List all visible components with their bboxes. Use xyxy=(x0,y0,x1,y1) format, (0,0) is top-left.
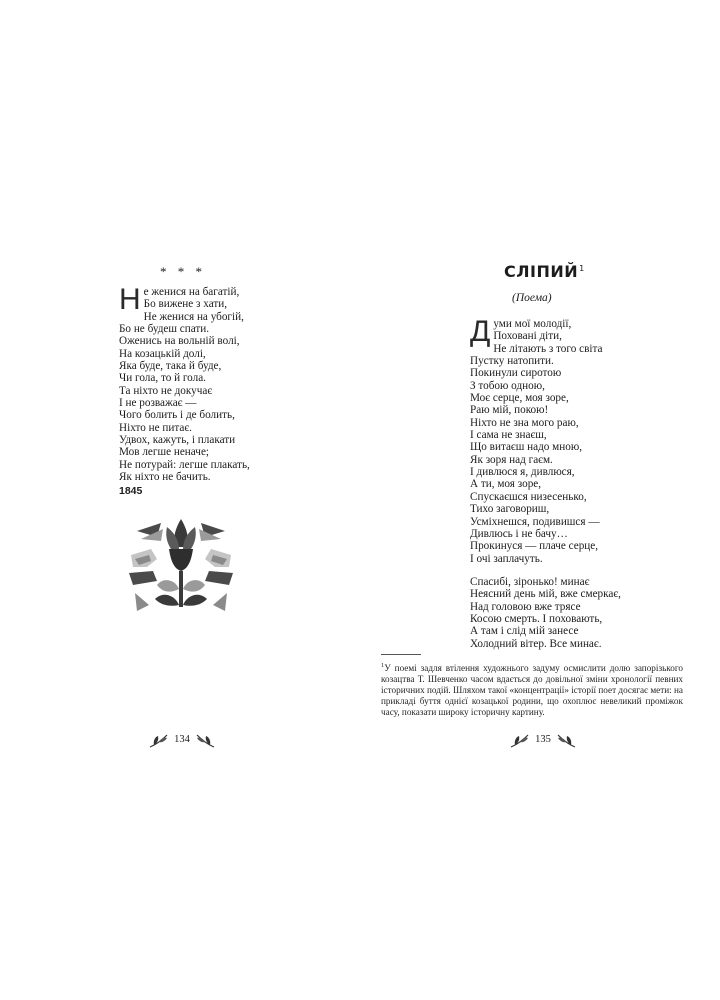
poem-line: Дивлюсь і не бачу… xyxy=(470,527,568,540)
poem-line: Чого болить і де болить, xyxy=(119,409,235,422)
poem-stanza xyxy=(470,576,700,650)
title-footnote-mark[interactable]: 1 xyxy=(579,263,585,273)
poem-line: А ти, моя зоре, xyxy=(470,478,542,491)
poem-line: Поховані діти, xyxy=(493,330,562,343)
poem-line: Прокинуся — плаче серце, xyxy=(470,540,599,553)
poem-line: Пустку натопити. xyxy=(470,355,554,368)
poem-line: Над головою вже трясе xyxy=(470,600,581,613)
poem-line: І сама не знаєш, xyxy=(470,429,547,442)
poem-line: Спасибі, зіронько! минає xyxy=(470,575,590,588)
poem-line: Холодний вітер. Все минає. xyxy=(470,637,602,650)
poem-line: Ніхто не питає. xyxy=(119,421,192,434)
poem-title: СЛІПИЙ$^1$ xyxy=(504,262,585,281)
poem-line: З тобою одною, xyxy=(470,379,545,392)
poem-subtitle: (Поема) xyxy=(512,292,552,304)
section-separator: * * * xyxy=(160,264,206,279)
poem-line: І не розважає — xyxy=(119,397,197,410)
poem-line: е женися на багатій, xyxy=(143,286,240,298)
poem-line: Що витаєш надо мною, xyxy=(470,441,583,454)
poem-line: Неясний день мій, вже смеркає, xyxy=(470,588,621,601)
poem-line: І очі заплачуть. xyxy=(470,552,543,565)
poem-line: На козацькій долі, xyxy=(119,347,206,360)
poem-line: Як ніхто не бачить. xyxy=(119,471,211,484)
poem-line: Спускаєшся низесенько, xyxy=(470,490,587,503)
leaf-sprig-icon xyxy=(149,731,169,749)
poem-line: Не літають з того світа xyxy=(493,342,603,355)
poem-line: Бо не будеш спати. xyxy=(119,323,210,336)
poem-line: І дивлюся я, дивлюся, xyxy=(470,466,575,479)
poem-line: уми мої молодії, xyxy=(493,318,572,330)
page-number: 135 xyxy=(535,734,551,745)
poem-line: Покинули сиротою xyxy=(470,367,562,380)
poem-line: Моє серце, моя зоре, xyxy=(470,392,569,405)
poem-line: Бо вижене з хати, xyxy=(143,298,228,311)
poem-line: Оженись на вольній волі, xyxy=(119,335,240,348)
poem-line: Мов легше неначе; xyxy=(119,446,210,459)
poem-year: 1845 xyxy=(119,484,143,497)
poem-line: Яка буде, така й буде, xyxy=(119,360,222,373)
poem-line: Не женися на убогій, xyxy=(143,310,244,323)
poem-line: Раю мій, покою! xyxy=(470,404,549,417)
page-number: 134 xyxy=(174,734,190,745)
folio-right xyxy=(510,731,576,751)
poem-line: Не потурай: легше плакать, xyxy=(119,458,250,471)
poem-line: Чи гола, то й гола. xyxy=(119,372,206,385)
leaf-sprig-icon xyxy=(556,731,576,749)
poem-line: Як зоря над гаєм. xyxy=(470,453,553,466)
poem-line: Усміхнешся, подивишся — xyxy=(470,515,600,528)
folk-flower-ornament-icon xyxy=(127,515,235,615)
poem-line: Косою смерть. І поховають, xyxy=(470,612,603,625)
poem-line: Тихо заговориш, xyxy=(470,503,550,516)
poem-line: Та ніхто не докучає xyxy=(119,384,213,397)
leaf-sprig-icon xyxy=(510,731,530,749)
footnote-mark: 1 xyxy=(381,662,385,669)
footnote-text: У поемі задля втілення художнього задуму осмислити долю запорізького козацтва Т. Шевченко часом вдається до довільної зміни хронології певних історичних подій. Шляхом такої «концентрації» історії поет досягає мети: на прикладі буття однієї козацької родини, що охоплює невеликий проміжок часу, показати широку історичну картину. xyxy=(381,663,683,718)
footnote-divider xyxy=(381,654,421,655)
folio-left xyxy=(149,731,215,751)
footnote xyxy=(381,660,683,719)
poem-line: А там і слід мій занесе xyxy=(470,625,579,638)
poem-untitled xyxy=(119,283,349,497)
leaf-sprig-icon xyxy=(195,731,215,749)
poem-lines xyxy=(119,283,349,484)
drop-cap: Н xyxy=(119,283,141,316)
poem-slipyi xyxy=(470,315,700,650)
poem-line: Ніхто не зна мого раю, xyxy=(470,416,579,429)
poem-line: Удвох, кажуть, і плакати xyxy=(119,434,236,447)
poem-stanza xyxy=(470,315,700,565)
drop-cap: Д xyxy=(470,315,491,348)
